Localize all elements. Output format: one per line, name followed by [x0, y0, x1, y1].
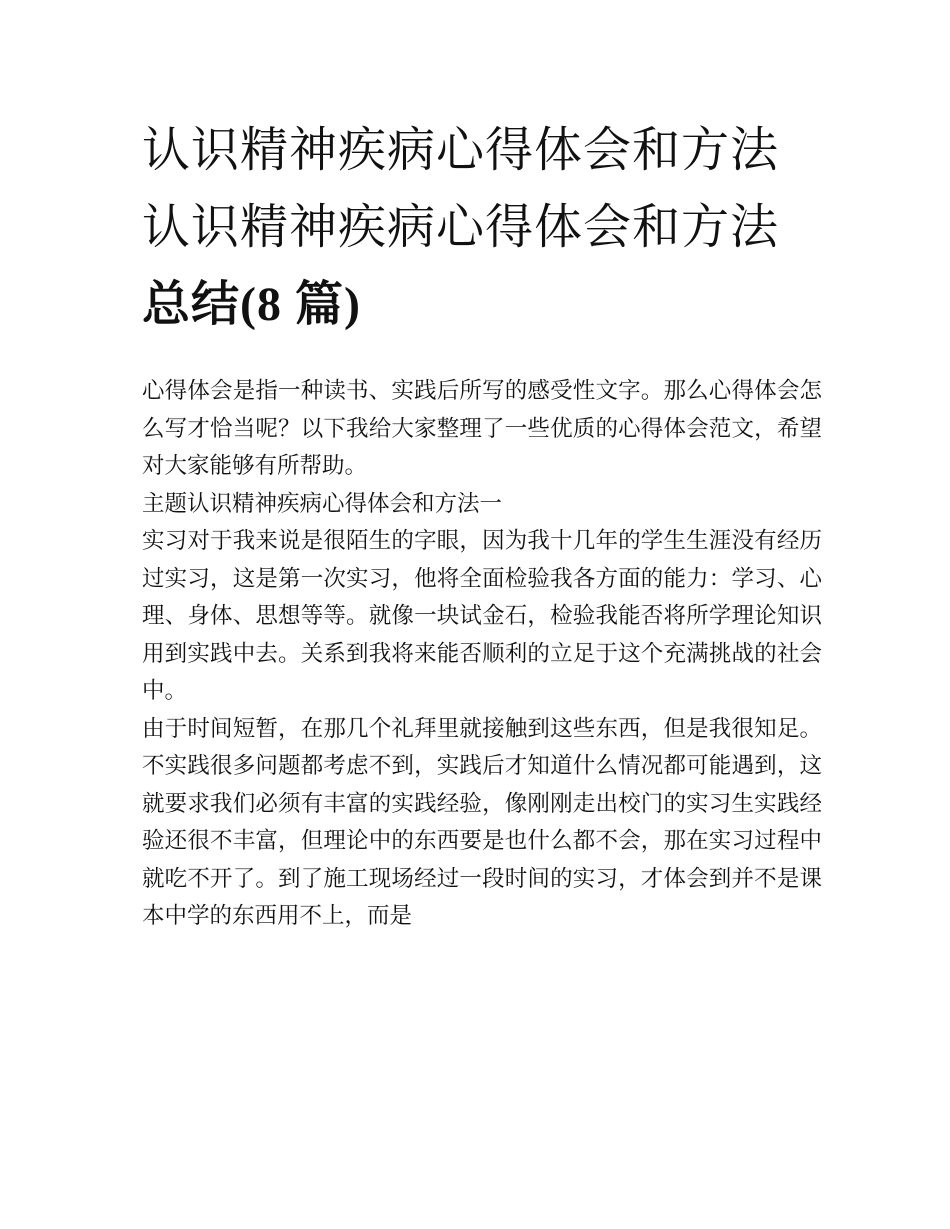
body-paragraph: 由于时间短暂，在那几个礼拜里就接触到这些东西，但是我很知足。不实践很多问题都考虑不到，实践后才知道什么情况都可能遇到，这就要求我们必须有丰富的实践经验，像刚刚走出校门的实习生实践经验还很不丰富，但理论中的东西要是也什么都不会，那在实习过程中就吃不开了。到了施工现场经过一段时间的实习，才体会到并不是课本中学的东西用不上，而是 [142, 715, 822, 929]
intro-paragraph: 心得体会是指一种读书、实践后所写的感受性文字。那么心得体会怎么写才恰当呢？以下我给大家整理了一些优质的心得体会范文，希望对大家能够有所帮助。 [142, 378, 822, 479]
document-page [142, 112, 822, 936]
section-heading: 主题认识精神疾病心得体会和方法一 [142, 490, 503, 517]
document-title [142, 112, 822, 343]
document-body [142, 373, 822, 936]
title-line-1: 认识精神疾病心得体会和方法 [142, 122, 780, 178]
title-line-2: 认识精神疾病心得体会和方法 [142, 199, 780, 255]
body-paragraph: 实习对于我来说是很陌生的字眼，因为我十几年的学生生涯没有经历过实习，这是第一次实习，他将全面检验我各方面的能力：学习、心理、身体、思想等等。就像一块试金石，检验我能否将所学理论知识用到实践中去。关系到我将来能否顺利的立足于这个充满挑战的社会中。 [142, 528, 822, 704]
title-line-3: 总结(8 篇) [142, 278, 361, 331]
